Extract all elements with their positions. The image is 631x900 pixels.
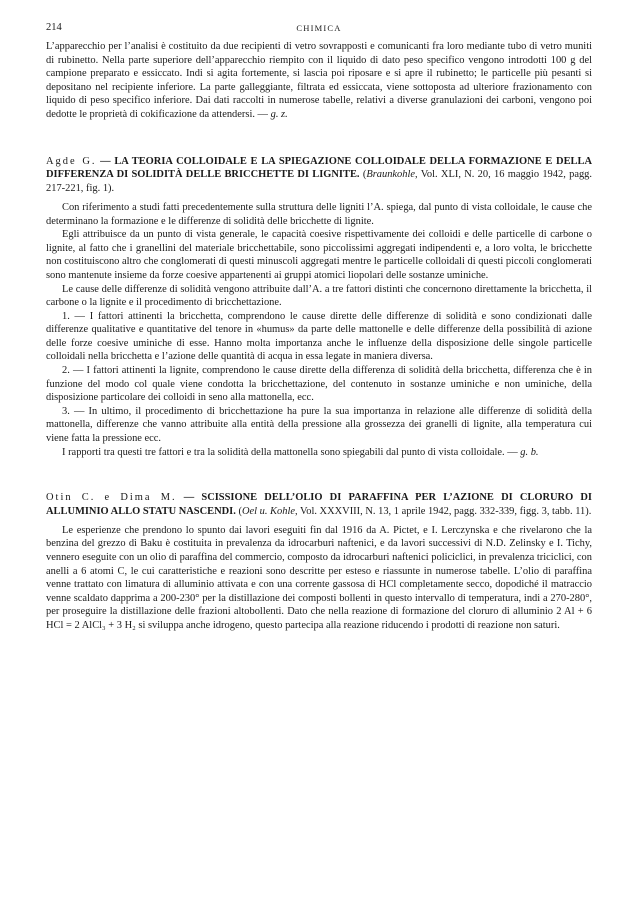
- article-2-citation-details: , Vol. XXXVIII, N. 13, 1 aprile 1942, pagg. 332-339, figg. 3, tabb. 11).: [295, 506, 592, 518]
- document-page: [46, 22, 592, 633]
- article-2-paragraph: Le esperienze che prendono lo spunto dai lavori eseguiti fin dal 1916 da A. Pictet, e I. Lerczynska e che rivelarono che la benzina del grezzo di Baku è costituita in prevalenza da idrocarburi naftenici, e da lavori successivi di N.D. Zelinsky e I. Tichy, vennero eseguite con un olio di paraffina del commercio, composto da idrocarburi naftenici policiclici, in prevalenza triciclici, con anelli a 6 atomi C, le cui caratteristiche e reazioni sono descritte per esteso e riassunte in numerose tabelle. L’olio di paraffina venne trattato con limatura di alluminio attivata e con una corrente gassosa di HCl completamente secco, dopodiché il matraccio venne scaldato dapprima a 200-230° per la distillazione dei composti bollenti in questo intervallo di temperatura, indi a 270-280°, per proseguire la distillazione delle frazioni altobollenti. Dato che nella reazione di formazione del cloruro di alluminio 2 Al + 6 HCl = 2 AlCl₃ + 3 H₂ si sviluppa anche idrogeno, questo partecipa alla reazione riducendo i prodotti di reazione non saturi.: [46, 524, 592, 631]
- page-header: [46, 22, 592, 40]
- intro-paragraph: [46, 40, 592, 122]
- article-2-citation: (Oel u. Kohle, Vol. XXXVIII, N. 13, 1 aprile 1942, pagg. 332-339, figg. 3, tabb. 11).: [238, 506, 592, 518]
- article-1-last-paragraph: [46, 446, 592, 460]
- intro-text: L’apparecchio per l’analisi è costituito da due recipienti di vetro sovrapposti e comunicanti fra loro mediante tubo di vetro muniti di rubinetto. Nella parte superiore dell’apparecchio riempito con il liquido di dato peso specifico vengono introdotti 100 g del campione preparato e essiccato. Indi si agita fortemente, si lascia poi riposare e si apre il rubinetto; le particelle più pesanti si depositano nel recipiente inferiore. La parte galleggiante, filtrata ed essiccata, viene sottoposta ad ulteriore frazionamento con liquido di peso specifico inferiore. Dai dati raccolti in numerose tabelle, relativi a diverse granulazioni dei carboni, vengono poi dedotte le proprietà di cokificazione da attendersi. —: [46, 41, 592, 120]
- article-1-author: Agde G.: [46, 155, 97, 167]
- article-1-paragraph: Le cause delle differenze di solidità vengono attribuite dall’A. a tre fattori distinti che concernono direttamente la bricchetta, il carbone o la lignite e il procedimento di bricchettazione.: [46, 283, 592, 309]
- article-1-journal: Braunkohle: [366, 169, 416, 181]
- page-number: 214: [46, 22, 62, 33]
- article-1-signature: g. b.: [520, 446, 539, 458]
- article-1-paragraph: 3. — In ultimo, il procedimento di bricchettazione ha pure la sua importanza in relazione alle differenze di solidità della mattonella, differenze che vanno attribuite alla entità della pressione alla grossezza dei granelli di lignite, alla temperatura cui viene fatta la pressione ecc.: [46, 405, 592, 445]
- article-1-paragraph: 2. — I fattori attinenti la lignite, comprendono le cause dirette della differenza di solidità della bricchetta, differenza che è in funzione del modo col quale viene condotta la bricchettazione, del contenuto in sostanze uminiche e non uminiche, della disposizione particolare dei colloidi in seno alla mattonella, ecc.: [46, 365, 592, 404]
- article-1-paragraph: 1. — I fattori attinenti la bricchetta, comprendono le cause dirette delle differenze di solidità e sono condizionati dalle differenze qualitative e quantitative del tenore in «humus» da parte delle mattonelle e delle differenze della possibilità di azione delle forze coesive uminiche di esse. Hanno molta importanza anche le influenze della disposizione delle singole particelle colloidali nella bricchetta e l’azione delle quantità di acqua in essa legate in maniera diversa.: [46, 310, 592, 363]
- article-1-last-text: I rapporti tra questi tre fattori e tra la solidità della mattonella sono spiegabili dal punto di vista colloidale. —: [62, 446, 521, 458]
- running-title: CHIMICA: [296, 23, 342, 33]
- article-1-citation-details: , Vol. XLI, N. 20, 16 maggio 1942, pagg. 217-221, fig. 1).: [46, 169, 592, 195]
- article-1-paragraph: Egli attribuisce da un punto di vista generale, le capacità coesive rispettivamente dei colloidi e delle particelle di carbone o lignite, al fatto che i granellini del materiale bricchettabile, sono piccolissimi aggregati indipendenti e, a loro volta, le bricchette non costituiscono altro che conglomerati di questi minuscoli aggregati mentre le particelle colloidali di questi piccoli conglomerati sono mantenute insieme da forze coesive appartenenti ai gruppi atomici liopolari delle sostanze uminiche.: [46, 229, 592, 281]
- article-2-title: — SCISSIONE DELL’OLIO DI PARAFFINA PER L’AZIONE DI CLORURO DI ALLUMINIO ALLO STATU NASCENDI.: [46, 492, 592, 518]
- article-1-citation: (Braunkohle, Vol. XLI, N. 20, 16 maggio 1942, pagg. 217-221, fig. 1).: [46, 169, 592, 195]
- article-2-heading: [46, 491, 592, 519]
- intro-signature: g. z.: [270, 108, 288, 120]
- article-1-paragraph: Con riferimento a studi fatti precedentemente sulla struttura delle ligniti l’A. spiega, dal punto di vista colloidale, le cause che determinano la formazione e le differenze di solidità delle bricchette di lignite.: [46, 201, 592, 227]
- article-1-heading: [46, 155, 592, 196]
- article-2-authors: Otin C. e Dima M.: [46, 492, 177, 504]
- article-2-journal: Oel u. Kohle: [241, 506, 295, 518]
- article-1-title: — LA TEORIA COLLOIDALE E LA SPIEGAZIONE COLLOIDALE DELLA FORMAZIONE E DELLA DIFFERENZA DI SOLIDITÀ DELLE BRICCHETTE DI LIGNITE.: [46, 155, 592, 181]
